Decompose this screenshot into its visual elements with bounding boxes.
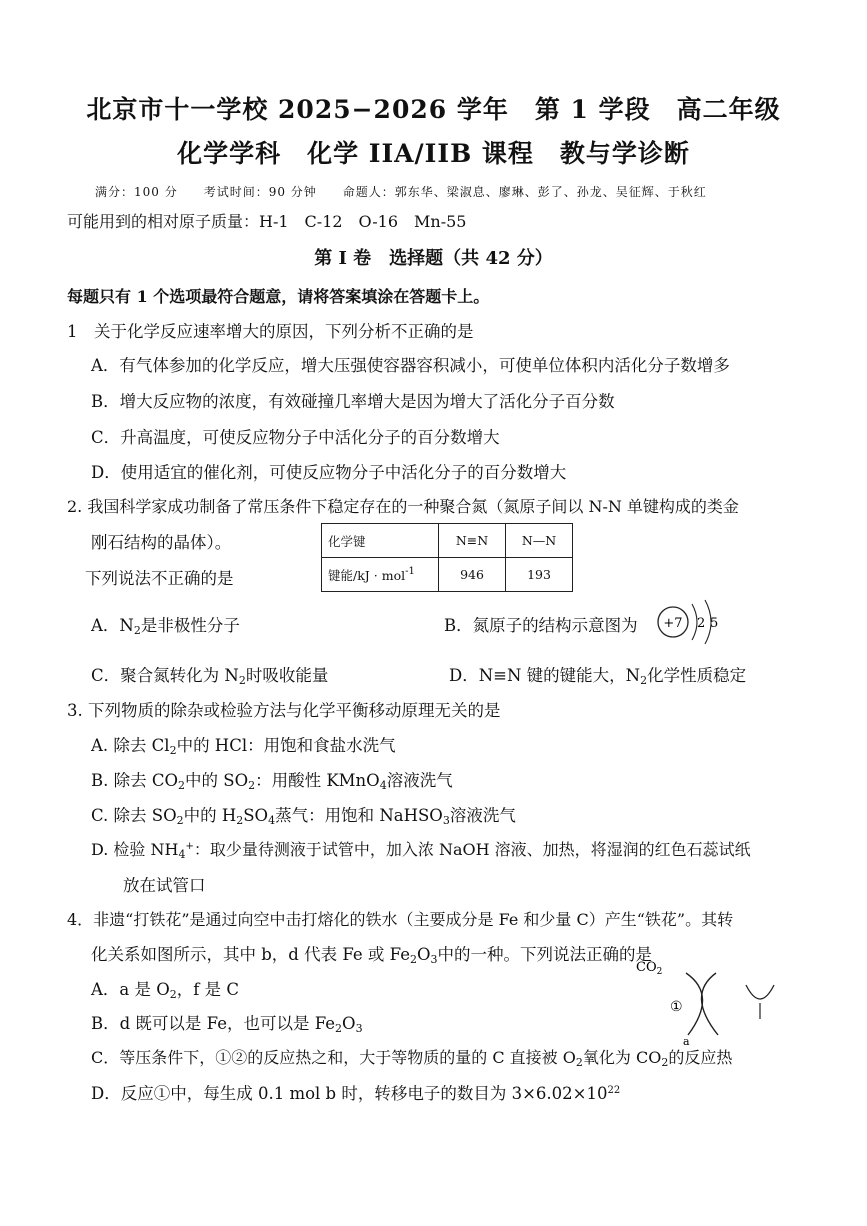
q3-stem: 3. 下列物质的除杂或检验方法与化学平衡移动原理无关的是 bbox=[67, 701, 501, 720]
table-header-triple: N≡N bbox=[439, 524, 506, 558]
q1-option-b: B．增大反应物的浓度，有效碰撞几率增大是因为增大了活化分子百分数 bbox=[91, 392, 615, 411]
label-a: a bbox=[683, 1035, 690, 1045]
shell-1-electrons: 2 bbox=[697, 616, 706, 631]
q2-option-d: D．N≡N 键的键能大，$N_2$化学性质稳定 bbox=[449, 666, 747, 687]
bond-energy-table bbox=[321, 523, 573, 592]
q3-option-d: D. 检验 $NH_4^+$：取少量待测液于试管中，加入浓 NaOH 溶液、加热，将湿润的红色石蕊试纸 bbox=[91, 840, 751, 861]
table-header-single: N—N bbox=[506, 524, 573, 558]
arc-right bbox=[701, 973, 718, 1035]
arc-left bbox=[686, 973, 703, 1035]
exam-meta-info: 满分：100 分 考试时间：90 分钟 命题人：郭东华、梁淑息、廖琳、彭了、孙龙、吴征辉、于秋红 bbox=[95, 185, 707, 199]
q2-stem-line1: 2. 我国科学家成功制备了常压条件下稳定存在的一种聚合氮（氮原子间以 N-N 单键构成的类金 bbox=[67, 497, 739, 516]
q4-option-b: B．d 既可以是 Fe，也可以是 $Fe_2O_3$ bbox=[91, 1014, 363, 1035]
exam-title-line2: 化学学科 化学 IIA/IIB 课程 教与学诊断 bbox=[177, 139, 690, 168]
table-header-bond: 化学键 bbox=[322, 524, 439, 558]
q1-option-a: A．有气体参加的化学反应，增大压强使容器容积减小，可使单位体积内活化分子数增多 bbox=[91, 356, 730, 375]
table-row-label: 键能/kJ · mol$^{-1}$ bbox=[322, 558, 439, 592]
q1-stem: 1 关于化学反应速率增大的原因，下列分析不正确的是 bbox=[67, 322, 474, 341]
arc-second bbox=[746, 985, 774, 999]
nucleus-charge: +7 bbox=[663, 616, 683, 631]
exam-title-line1: 北京市十一学校 2025−2026 学年 第 1 学段 高二年级 bbox=[86, 95, 781, 124]
section-instruction: 每题只有 1 个选项最符合题意，请将答案填涂在答题卡上。 bbox=[67, 287, 490, 306]
q4-option-a: A．a 是 $O_2$，f 是 C bbox=[91, 980, 240, 1001]
q2-stem-line2: 刚石结构的晶体）。 bbox=[91, 533, 232, 552]
q2-option-b: B．氮原子的结构示意图为 bbox=[444, 616, 638, 635]
q2-option-a: A．$N_2$是非极性分子 bbox=[91, 616, 240, 637]
reaction-1-label: ① bbox=[670, 999, 683, 1015]
q3-option-b: B. 除去 $CO_2$中的 $SO_2$：用酸性 KMnO$_4$溶液洗气 bbox=[91, 771, 453, 792]
atomic-mass-info: 可能用到的相对原子质量：H-1 C-12 O-16 Mn-55 bbox=[67, 212, 467, 231]
section-title: 第 I 卷 选择题（共 42 分） bbox=[314, 248, 553, 269]
q3-option-c: C. 除去 $SO_2$中的 $H_2SO_4$蒸气：用饱和 NaHSO$_3$溶液洗气 bbox=[91, 806, 516, 827]
q2-option-c: C．聚合氮转化为 $N_2$时吸收能量 bbox=[91, 666, 329, 687]
q3-option-d-line2: 放在试管口 bbox=[123, 876, 206, 895]
q4-stem-line1: 4．非遗“打铁花”是通过向空中击打熔化的铁水（主要成分是 Fe 和少量 C）产生“铁花”。其转 bbox=[67, 910, 734, 929]
reaction-cycle-diagram bbox=[628, 955, 808, 1045]
q3-option-a: A. 除去 $Cl_2$中的 HCl：用饱和食盐水洗气 bbox=[91, 736, 396, 757]
q2-stem-line3: 下列说法不正确的是 bbox=[85, 569, 234, 588]
nitrogen-atom-diagram bbox=[652, 596, 732, 646]
table-value-triple: 946 bbox=[439, 558, 506, 592]
q4-option-c: C．等压条件下，①②的反应热之和，大于等物质的量的 C 直接被 $O_2$氧化为 $CO_2$的反应热 bbox=[91, 1048, 733, 1069]
q4-stem-line2: 化关系如图所示，其中 b，d 代表 Fe 或 $Fe_2O_3$中的一种。下列说法正确的是 bbox=[91, 945, 653, 966]
co2-label: $CO_2$ bbox=[636, 960, 663, 977]
shell-2-electrons: 5 bbox=[710, 616, 719, 631]
q4-option-d: D．反应①中，每生成 0.1 mol b 时，转移电子的数目为 $3\times 6.02\times 10^{22}$ bbox=[91, 1084, 621, 1103]
q1-option-c: C．升高温度，可使反应物分子中活化分子的百分数增大 bbox=[91, 428, 500, 447]
table-value-single: 193 bbox=[506, 558, 573, 592]
q1-option-d: D．使用适宜的催化剂，可使反应物分子中活化分子的百分数增大 bbox=[91, 463, 567, 482]
